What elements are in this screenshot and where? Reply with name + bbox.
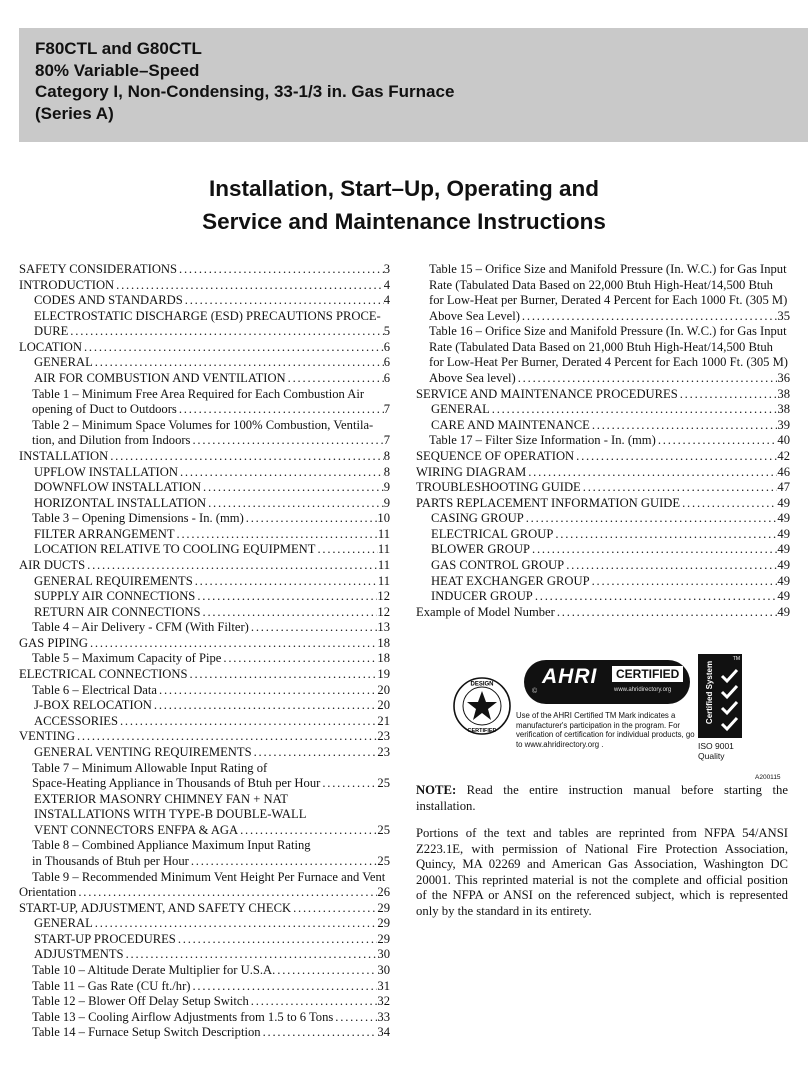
toc-entry[interactable] (416, 309, 790, 325)
toc-entry-page: 20 (377, 698, 390, 713)
toc-entry-page: 25 (377, 853, 390, 868)
toc-dot-leader (190, 433, 383, 449)
toc-entry-page: 42 (777, 448, 790, 463)
toc-entry-title: Table 15 – Orifice Size and Manifold Pressure (In. W.C.) for Gas Input (429, 262, 787, 276)
toc-dot-leader (201, 605, 378, 621)
toc-entry[interactable] (19, 589, 390, 605)
toc-entry-title: VENT CONNECTORS ENFPA & AGA (34, 822, 239, 837)
toc-entry-page: 49 (777, 495, 790, 510)
iso-line-1: ISO 9001 (698, 741, 734, 751)
toc-entry[interactable] (416, 480, 790, 496)
toc-entry[interactable] (416, 511, 790, 527)
toc-entry-page: 12 (377, 589, 390, 604)
toc-entry-title: in Thousands of Btuh per Hour (32, 853, 189, 868)
toc-entry-title: INDUCER GROUP (431, 589, 533, 604)
toc-entry[interactable] (19, 355, 390, 371)
toc-entry[interactable] (19, 698, 390, 714)
toc-dot-leader (261, 1025, 378, 1041)
toc-entry-page: 46 (777, 464, 790, 479)
toc-entry[interactable] (19, 387, 390, 403)
toc-entry-title: GENERAL (34, 916, 93, 931)
toc-entry-title: ELECTROSTATIC DISCHARGE (ESD) PRECAUTIONS PROCE- (34, 308, 381, 323)
toc-entry[interactable] (19, 1025, 390, 1041)
toc-entry-title: ACCESSORIES (34, 713, 118, 728)
toc-dot-leader (249, 994, 378, 1010)
toc-entry[interactable] (19, 636, 390, 652)
note-paragraph (416, 783, 788, 814)
toc-entry-page: 25 (377, 822, 390, 837)
toc-entry-page: 25 (377, 776, 390, 791)
toc-dot-leader (82, 340, 384, 356)
toc-entry-page: 33 (377, 1009, 390, 1024)
toc-entry[interactable] (19, 870, 390, 886)
toc-dot-leader (188, 667, 378, 683)
toc-dot-leader (555, 605, 778, 621)
nfpa-reprint-paragraph: Portions of the text and tables are reprinted from NFPA 54/ANSI Z223.1E, with permission of National Fire Protection Association, Quincy, MA 02269 and American Gas Association, Washington DC 20001. This reprinted material is not the complete and official position of the NFPA or ANSI on the referenced subject, which is represented only by the standard in its entirety. (416, 826, 788, 918)
toc-dot-leader (176, 932, 378, 948)
toc-entry-title: DOWNFLOW INSTALLATION (34, 480, 202, 495)
copyright-icon: © (532, 688, 538, 695)
toc-entry[interactable] (19, 729, 390, 745)
toc-entry-title: ADJUSTMENTS (34, 947, 124, 962)
ahri-certified-logo (524, 660, 690, 704)
toc-dot-leader (238, 823, 377, 839)
toc-entry[interactable] (19, 278, 390, 294)
toc-entry-title: WIRING DIAGRAM (416, 464, 527, 479)
toc-entry-title: Table 2 – Minimum Space Volumes for 100% Combustion, Ventila- (32, 417, 374, 432)
ahri-certified-text: CERTIFIED (612, 666, 683, 682)
toc-dot-leader (114, 278, 384, 294)
toc-entry[interactable] (19, 745, 390, 761)
toc-dot-leader (124, 947, 378, 963)
toc-entry-title: START-UP, ADJUSTMENT, AND SAFETY CHECK (19, 900, 292, 915)
toc-entry-title: LOCATION (19, 339, 82, 354)
toc-dot-leader (490, 402, 778, 418)
toc-entry-page: 23 (377, 729, 390, 744)
toc-entry-title: INSTALLATION (19, 448, 109, 463)
toc-entry-page: 6 (383, 339, 390, 354)
toc-entry-title: Rate (Tabulated Data Based on 21,000 Btuh High-Heat/14,500 Btuh (429, 339, 773, 354)
toc-dot-leader (175, 527, 378, 543)
toc-entry-title: Orientation (19, 885, 77, 900)
toc-entry[interactable] (19, 683, 390, 699)
toc-dot-leader (195, 589, 377, 605)
toc-entry[interactable] (19, 605, 390, 621)
toc-entry[interactable] (19, 854, 390, 870)
toc-entry[interactable] (19, 433, 390, 449)
toc-entry-title: HEAT EXCHANGER GROUP (431, 573, 590, 588)
toc-entry-title: EXTERIOR MASONRY CHIMNEY FAN + NAT (34, 791, 288, 806)
toc-entry-page: 7 (383, 433, 390, 448)
toc-dot-leader (177, 262, 384, 278)
toc-dot-leader (108, 449, 383, 465)
iso-9001-label (698, 741, 734, 761)
toc-entry[interactable] (416, 293, 790, 309)
toc-entry-page: 21 (377, 713, 390, 728)
toc-entry-title: Space-Heating Appliance in Thousands of Btuh per Hour (32, 776, 321, 791)
toc-entry-title: AIR FOR COMBUSTION AND VENTILATION (34, 371, 286, 386)
toc-dot-leader (93, 355, 384, 371)
toc-entry-page: 12 (377, 604, 390, 619)
toc-entry[interactable] (416, 574, 790, 590)
toc-entry[interactable] (19, 480, 390, 496)
toc-entry-title: SAFETY CONSIDERATIONS (19, 262, 178, 276)
toc-entry[interactable] (416, 402, 790, 418)
toc-entry[interactable] (416, 449, 790, 465)
toc-entry-page: 3 (383, 262, 390, 276)
toc-entry[interactable] (19, 324, 390, 340)
toc-entry-title: GAS PIPING (19, 635, 88, 650)
toc-dot-leader (678, 387, 778, 403)
design-certified-seal-icon (452, 676, 512, 736)
toc-entry-page: 6 (383, 371, 390, 386)
toc-entry-title: Table 8 – Combined Appliance Maximum Input Rating (32, 838, 311, 853)
toc-dot-leader (88, 636, 377, 652)
toc-entry[interactable] (416, 418, 790, 434)
toc-entry-page: 9 (383, 480, 390, 495)
toc-entry-title: TROUBLESHOOTING GUIDE (416, 480, 581, 495)
toc-entry[interactable] (416, 340, 790, 356)
toc-entry[interactable] (416, 496, 790, 512)
toc-entry-page: 11 (377, 557, 390, 572)
toc-entry-title: Table 10 – Altitude Derate Multiplier for U.S.A. (32, 963, 276, 978)
toc-entry-page: 7 (383, 402, 390, 417)
certified-system-logo (698, 654, 742, 738)
toc-dot-leader (183, 293, 384, 309)
toc-dot-leader (118, 714, 377, 730)
toc-entry[interactable] (19, 620, 390, 636)
toc-entry-title: PARTS REPLACEMENT INFORMATION GUIDE (416, 495, 681, 510)
header-model: F80CTL and G80CTL (35, 39, 202, 58)
toc-entry-page: 11 (377, 542, 390, 557)
toc-entry-page: 8 (383, 464, 390, 479)
toc-entry-title: DURE (34, 324, 69, 339)
toc-entry[interactable] (19, 823, 390, 839)
toc-entry[interactable] (19, 542, 390, 558)
svg-text:CERTIFIED: CERTIFIED (467, 728, 497, 734)
toc-entry[interactable] (416, 371, 790, 387)
toc-dot-leader (178, 465, 384, 481)
toc-dot-leader (206, 496, 384, 512)
toc-entry-title: CODES AND STANDARDS (34, 293, 183, 308)
toc-entry-title: Rate (Tabulated Data Based on 22,000 Btuh High-Heat/14,500 Btuh (429, 277, 773, 292)
toc-entry-page: 40 (777, 433, 790, 448)
toc-entry[interactable] (19, 293, 390, 309)
toc-entry-title: Table 17 – Filter Size Information - In. (mm) (429, 433, 656, 448)
toc-entry-page: 32 (377, 994, 390, 1009)
toc-entry[interactable] (19, 651, 390, 667)
toc-dot-leader (286, 371, 384, 387)
title-line-2: Service and Maintenance Instructions (202, 209, 606, 234)
toc-entry-title: GENERAL (34, 355, 93, 370)
toc-dot-leader (590, 574, 778, 590)
toc-left-column (19, 262, 390, 1041)
toc-entry-title: SERVICE AND MAINTENANCE PROCEDURES (416, 386, 678, 401)
header-band (19, 28, 808, 142)
toc-entry-title: RETURN AIR CONNECTIONS (34, 604, 201, 619)
toc-entry[interactable] (19, 761, 390, 777)
toc-dot-leader (524, 511, 778, 527)
toc-entry[interactable] (19, 979, 390, 995)
toc-entry[interactable] (416, 387, 790, 403)
toc-entry[interactable] (19, 418, 390, 434)
toc-entry-page: 18 (377, 635, 390, 650)
toc-dot-leader (656, 433, 778, 449)
toc-entry-page: 31 (377, 978, 390, 993)
figure-code: A200115 (755, 774, 781, 781)
toc-entry[interactable] (19, 667, 390, 683)
checkmarks-icon (720, 668, 740, 734)
toc-entry[interactable] (19, 465, 390, 481)
toc-entry[interactable] (19, 309, 390, 325)
toc-dot-leader (320, 776, 377, 792)
toc-entry-title: J-BOX RELOCATION (34, 698, 152, 713)
toc-entry-title: Table 5 – Maximum Capacity of Pipe (32, 651, 222, 666)
toc-entry-page: 20 (377, 682, 390, 697)
toc-entry[interactable] (19, 947, 390, 963)
toc-entry-page: 49 (777, 589, 790, 604)
toc-dot-leader (152, 698, 378, 714)
ahri-url: www.ahridirectory.org (614, 687, 672, 693)
toc-entry-page: 26 (377, 885, 390, 900)
toc-entry[interactable] (416, 324, 790, 340)
toc-entry-page: 6 (383, 355, 390, 370)
toc-entry[interactable] (416, 605, 790, 621)
toc-entry-title: Table 6 – Electrical Data (32, 682, 157, 697)
toc-entry[interactable] (416, 527, 790, 543)
toc-entry-title: ELECTRICAL CONNECTIONS (19, 667, 188, 682)
toc-entry[interactable] (19, 574, 390, 590)
title-line-1: Installation, Start–Up, Operating and (208, 176, 600, 201)
toc-entry[interactable] (19, 838, 390, 854)
toc-dot-leader (530, 542, 777, 558)
toc-dot-leader (68, 324, 383, 340)
ahri-logo-text: AHRI (542, 665, 598, 688)
toc-entry-title: INSTALLATIONS WITH TYPE-B DOUBLE-WALL (34, 807, 307, 822)
toc-entry[interactable] (19, 916, 390, 932)
toc-dot-leader (574, 449, 777, 465)
toc-entry-page: 4 (383, 277, 390, 292)
toc-entry-title: INTRODUCTION (19, 277, 115, 292)
toc-entry-title: Table 11 – Gas Rate (CU ft./hr) (32, 978, 191, 993)
toc-entry-page: 19 (377, 667, 390, 682)
toc-entry[interactable] (19, 262, 390, 278)
toc-entry-page: 11 (377, 526, 390, 541)
toc-entry-page: 9 (383, 495, 390, 510)
toc-dot-leader (275, 963, 377, 979)
toc-entry[interactable] (19, 1010, 390, 1026)
toc-dot-leader (190, 979, 377, 995)
toc-entry-title: CASING GROUP (431, 511, 524, 526)
toc-entry-title: Table 13 – Cooling Airflow Adjustments from 1.5 to 6 Tons (32, 1009, 334, 1024)
svg-text:DESIGN: DESIGN (470, 681, 494, 688)
note-text: Read the entire instruction manual before starting the installation. (416, 783, 788, 813)
toc-entry-title: CARE AND MAINTENANCE (431, 417, 590, 432)
toc-entry-page: 18 (377, 651, 390, 666)
toc-entry[interactable] (19, 527, 390, 543)
toc-entry[interactable] (19, 932, 390, 948)
toc-entry-page: 49 (777, 604, 790, 619)
toc-entry[interactable] (416, 558, 790, 574)
toc-entry-page: 29 (377, 931, 390, 946)
certification-logos (430, 652, 790, 782)
toc-entry-page: 29 (377, 916, 390, 931)
toc-entry-page: 49 (777, 526, 790, 541)
toc-dot-leader (333, 1010, 377, 1026)
toc-entry-title: HORIZONTAL INSTALLATION (34, 495, 207, 510)
toc-dot-leader (93, 916, 378, 932)
toc-entry[interactable] (19, 714, 390, 730)
toc-entry[interactable] (416, 589, 790, 605)
toc-entry-page: 4 (383, 293, 390, 308)
toc-entry-title: Table 1 – Minimum Free Area Required for Each Combustion Air (32, 386, 365, 401)
document-title (0, 172, 808, 238)
toc-entry-title: Table 12 – Blower Off Delay Setup Switch (32, 994, 249, 1009)
toc-dot-leader (249, 620, 378, 636)
header-category: Category I, Non-Condensing, 33-1/3 in. Gas Furnace (35, 82, 455, 101)
toc-entry-title: Above Sea level) (429, 371, 516, 386)
toc-dot-leader (526, 465, 777, 481)
toc-dot-leader (201, 480, 384, 496)
toc-entry[interactable] (19, 792, 390, 808)
toc-entry-page: 10 (377, 511, 390, 526)
toc-entry-title: LOCATION RELATIVE TO COOLING EQUIPMENT (34, 542, 316, 557)
toc-entry-page: 38 (777, 386, 790, 401)
toc-dot-leader (516, 371, 778, 387)
toc-entry-page: 49 (777, 542, 790, 557)
toc-entry-page: 30 (377, 947, 390, 962)
toc-entry-title: Table 16 – Orifice Size and Manifold Pressure (In. W.C.) for Gas Input (429, 324, 787, 339)
toc-dot-leader (553, 527, 777, 543)
toc-entry[interactable] (416, 433, 790, 449)
toc-dot-leader (189, 854, 378, 870)
toc-dot-leader (680, 496, 777, 512)
toc-entry-title: Example of Model Number (416, 604, 555, 619)
toc-entry-page: 47 (777, 480, 790, 495)
toc-dot-leader (76, 885, 377, 901)
toc-entry-title: UPFLOW INSTALLATION (34, 464, 178, 479)
toc-entry[interactable] (19, 371, 390, 387)
toc-entry-title: VENTING (19, 729, 75, 744)
toc-dot-leader (590, 418, 778, 434)
toc-entry[interactable] (19, 994, 390, 1010)
toc-entry-title: SUPPLY AIR CONNECTIONS (34, 589, 196, 604)
toc-entry-page: 8 (383, 448, 390, 463)
toc-entry-page: 11 (377, 573, 390, 588)
toc-dot-leader (520, 309, 777, 325)
toc-entry[interactable] (19, 496, 390, 512)
toc-entry-page: 36 (777, 371, 790, 386)
toc-entry-page: 35 (777, 308, 790, 323)
toc-entry[interactable] (19, 885, 390, 901)
toc-dot-leader (157, 683, 377, 699)
toc-entry-title: AIR DUCTS (19, 557, 86, 572)
toc-dot-leader (291, 901, 377, 917)
toc-entry-page: 13 (377, 620, 390, 635)
toc-dot-leader (177, 402, 384, 418)
toc-entry[interactable] (19, 776, 390, 792)
toc-dot-leader (244, 511, 378, 527)
toc-right-column (416, 262, 790, 620)
toc-entry[interactable] (416, 355, 790, 371)
toc-entry-page: 38 (777, 402, 790, 417)
toc-entry-page: 5 (383, 324, 390, 339)
toc-entry[interactable] (19, 340, 390, 356)
toc-entry[interactable] (416, 542, 790, 558)
toc-entry[interactable] (19, 449, 390, 465)
toc-entry-title: BLOWER GROUP (431, 542, 531, 557)
toc-entry-title: SEQUENCE OF OPERATION (416, 448, 575, 463)
header-efficiency: 80% Variable–Speed (35, 60, 200, 80)
toc-entry-title: for Low-Heat Per Burner, Derated 4 Percent for Each 1000 Ft. (305 M) (429, 355, 789, 370)
toc-entry-title: Table 9 – Recommended Minimum Vent Height Per Furnace and Vent (32, 869, 386, 884)
certified-system-text: Certified System (705, 660, 715, 725)
toc-entry-title: GAS CONTROL GROUP (431, 557, 565, 572)
toc-entry[interactable] (416, 262, 790, 278)
toc-entry-page: 29 (377, 900, 390, 915)
ahri-description: Use of the AHRI Certified TM Mark indicates a manufacturer's participation in the program. For verification of certification for individual products, go to www.ahridirectory.org . (516, 711, 695, 749)
toc-entry-title: for Low-Heat per Burner, Derated 4 Percent for Each 1000 Ft. (305 M) (429, 293, 788, 308)
header-series: (Series A) (35, 103, 114, 123)
toc-entry-title: FILTER ARRANGEMENT (34, 526, 175, 541)
toc-dot-leader (85, 558, 378, 574)
toc-entry[interactable] (416, 465, 790, 481)
toc-entry[interactable] (19, 511, 390, 527)
toc-entry-title: Table 4 – Air Delivery - CFM (With Filter) (32, 620, 249, 635)
toc-entry[interactable] (19, 402, 390, 418)
toc-entry-title: GENERAL REQUIREMENTS (34, 573, 193, 588)
toc-entry[interactable] (19, 963, 390, 979)
toc-entry-title: Table 3 – Opening Dimensions - In. (mm) (32, 511, 244, 526)
toc-entry-page: 23 (377, 744, 390, 759)
toc-entry-title: tion, and Dilution from Indoors (32, 433, 191, 448)
toc-entry-page: 49 (777, 573, 790, 588)
toc-entry-page: 39 (777, 417, 790, 432)
toc-entry[interactable] (19, 558, 390, 574)
toc-dot-leader (75, 729, 377, 745)
toc-dot-leader (193, 574, 378, 590)
toc-entry-page: 49 (777, 511, 790, 526)
toc-entry-title: Table 14 – Furnace Setup Switch Description (32, 1025, 261, 1040)
trademark-icon: TM (732, 656, 740, 662)
toc-dot-leader (315, 542, 377, 558)
toc-entry-title: Above Sea Level) (429, 308, 520, 323)
toc-dot-leader (564, 558, 777, 574)
toc-entry-title: START-UP PROCEDURES (34, 931, 176, 946)
iso-line-2: Quality (698, 751, 725, 761)
toc-dot-leader (252, 745, 378, 761)
toc-entry-title: ELECTRICAL GROUP (431, 526, 554, 541)
toc-entry-title: Table 7 – Minimum Allowable Input Rating of (32, 760, 268, 775)
toc-dot-leader (581, 480, 778, 496)
toc-dot-leader (533, 589, 778, 605)
note-label: NOTE: (416, 783, 457, 797)
toc-entry-title: GENERAL (431, 402, 490, 417)
toc-entry[interactable] (19, 807, 390, 823)
toc-entry-page: 49 (777, 557, 790, 572)
toc-entry-page: 30 (377, 963, 390, 978)
toc-entry[interactable] (19, 901, 390, 917)
toc-entry-title: GENERAL VENTING REQUIREMENTS (34, 744, 252, 759)
toc-dot-leader (221, 651, 377, 667)
toc-entry-page: 34 (377, 1025, 390, 1040)
toc-entry-title: opening of Duct to Outdoors (32, 402, 177, 417)
toc-entry[interactable] (416, 278, 790, 294)
